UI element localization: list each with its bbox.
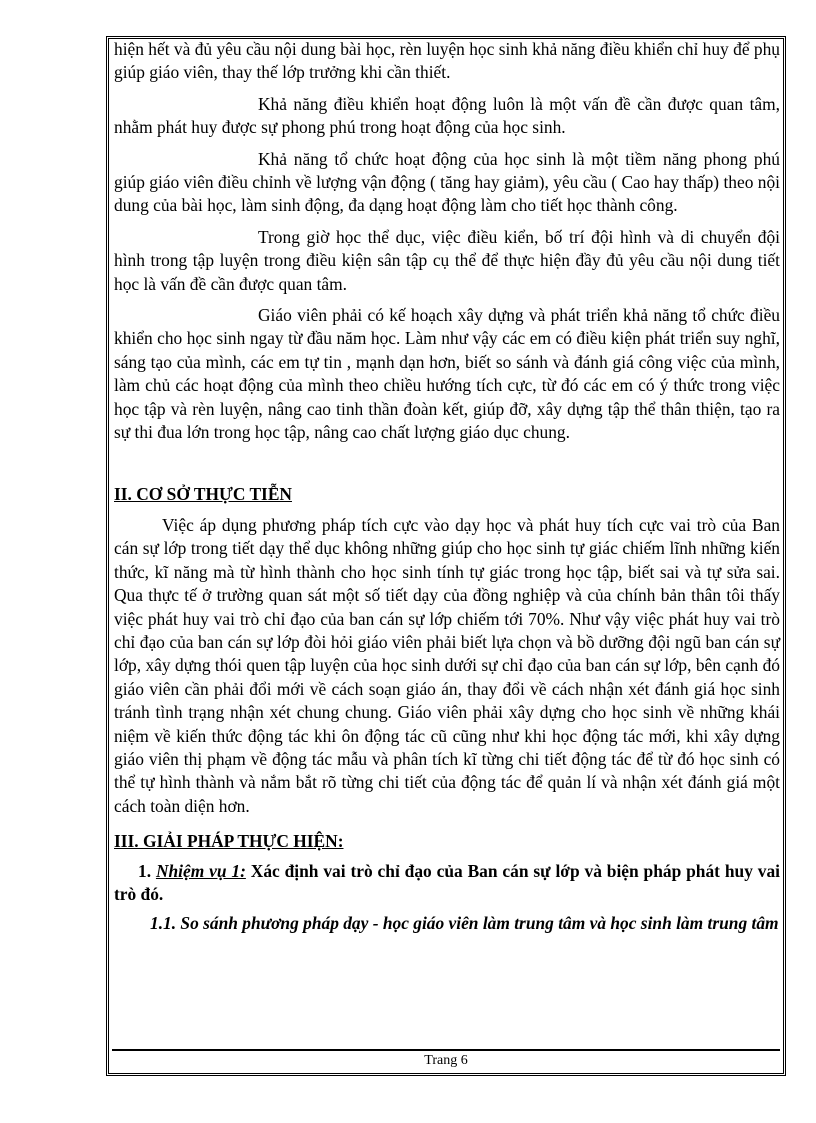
- paragraph-teacher-plan: Giáo viên phải có kế hoạch xây dựng và phát triển khả năng tổ chức điều khiển cho học sinh ngay từ đầu năm học. Làm như vậy các em có điều kiện phát triển suy nghĩ, sáng tạo của mình, các em tự tin , mạnh dạn hơn, biết so sánh và đánh giá công việc của mình, làm chủ các hoạt động của mình theo chiều hướng tích cực, từ đó các em có ý thức trong việc học tập và rèn luyện, nâng cao tinh thần đoàn kết, giúp đỡ, xây dựng tập thể thân thiện, tạo ra sự thi đua lớn trong học tập, nâng cao chất lượng giáo dục chung.: [114, 305, 780, 443]
- task-1-lead: Nhiệm vụ 1:: [155, 860, 246, 881]
- task-1-number: 1.: [138, 860, 156, 881]
- section-2-heading: II. CƠ SỞ THỰC TIỄN: [114, 483, 292, 504]
- subtask-1-1-heading: 1.1. So sánh phương pháp dạy - học giáo viên làm trung tâm và học sinh làm trung tâm: [150, 913, 779, 934]
- paragraph-formation: Trong giờ học thể dục, việc điều kiển, bố trí đội hình và di chuyển đội hình trong tập luyện trong điều kiện sân tập cụ thể để thực hiện đầy đủ yêu cầu nội dung tiết học là vấn đề cần được quan tâm.: [114, 226, 780, 294]
- section-2-body: Việc áp dụng phương pháp tích cực vào dạy học và phát huy tích cực vai trò của Ban cán sự lớp trong tiết dạy thể dục không những giúp cho học sinh tự giác chiếm lĩnh những kiến thức, kĩ năng mà từ hình thành cho học sinh tính tự giác trong học tập, biết sai và tự sửa sai. Qua thực tế ở trường quan sát một số tiết dạy của đồng nghiệp và của chính bản thân tôi thấy việc phát huy vai trò chỉ đạo của ban cán sự lớp chiếm tới 70%. Như vậy việc phát huy vai trò chỉ đạo của ban cán sự lớp đòi hỏi giáo viên phải biết lựa chọn và bồ dưỡng đội ngũ ban cán sự lớp, xây dựng thói quen tập luyện của học sinh dưới sự chỉ đạo của ban cán sự lớp, bên cạnh đó giáo viên cần phải đổi mới về cách soạn giáo án, thay đổi về cách nhận xét đánh giá học sinh tránh tình trạng nhận xét chung chung. Giáo viên phải xây dựng cho học sinh về những khái niệm về kiến thức động tác khi ôn động tác cũ cũng như khi học động tác mới, khi xây dựng giáo viên thị phạm về động tác mẫu và phân tích kĩ từng chi tiết động tác để từ đó học sinh có thể tự hình thành và nắm bắt rõ từng chi tiết của động tác để quản lí và nhận xét đánh giá một cách toàn diện hơn.: [114, 514, 780, 816]
- paragraph-organization-ability: Khả năng tổ chức hoạt động của học sinh là một tiềm năng phong phú giúp giáo viên điều chỉnh về lượng vận động ( tăng hay giảm), yêu cầu ( Cao hay thấp) theo nội dung của bài học, làm sinh động, đa dạng hoạt động làm cho tiết học thành công.: [114, 148, 780, 216]
- task-1-text: Xác định vai trò chỉ đạo của Ban cán sự lớp và biện pháp phát huy vai trò đó.: [114, 860, 780, 904]
- paragraph-control-ability: Khả năng điều khiển hoạt động luôn là một vấn đề cần được quan tâm, nhằm phát huy được sự phong phú trong hoạt động của học sinh.: [114, 93, 780, 138]
- section-3-heading: III. GIẢI PHÁP THỰC HIỆN:: [114, 831, 344, 852]
- task-1-heading: [114, 860, 780, 907]
- footer-divider: [112, 1049, 780, 1051]
- document-body: [114, 38, 780, 936]
- paragraph-continuation: hiện hết và đủ yêu cầu nội dung bài học, rèn luyện học sinh khả năng điều khiển chỉ huy để phụ giúp giáo viên, thay thế lớp trưởng khi cần thiết.: [114, 39, 780, 83]
- page-number: Trang 6: [424, 1053, 468, 1068]
